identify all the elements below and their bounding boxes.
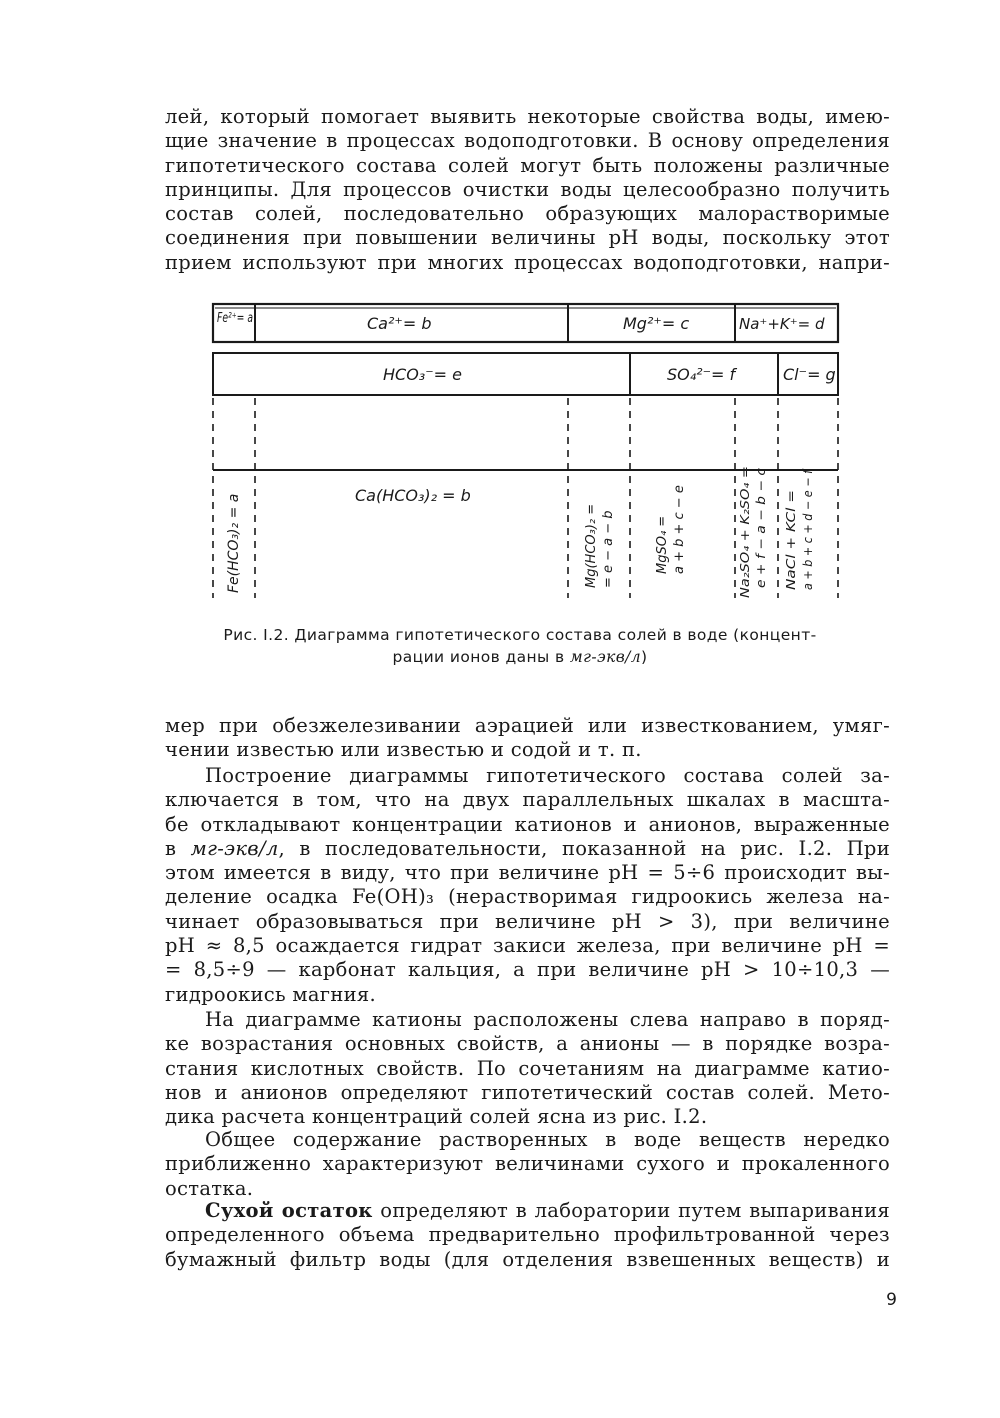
text-line: этом имеется в виду, что при величине pH = 5÷6 происходит вы- xyxy=(165,861,890,885)
cation-ca-label: Ca²⁺= b xyxy=(367,314,432,333)
salt-mgso4-value: a + b + c − e xyxy=(672,485,687,574)
text-line: ключается в том, что на двух параллельных шкалах в масшта- xyxy=(165,788,890,812)
text-line xyxy=(165,1199,890,1223)
caption-line-1: Рис. I.2. Диаграмма гипотетического состава солей в воде (концент- xyxy=(223,626,817,644)
anion-cl-label: Cl⁻= g xyxy=(783,365,836,384)
text-line: соединения при повышении величины pH воды, поскольку этот xyxy=(165,226,890,250)
text-line xyxy=(165,837,890,861)
figure-caption xyxy=(200,624,840,668)
salt-nacl-value: a + b + c + d − e − f xyxy=(801,460,815,590)
paragraph-continuation xyxy=(165,714,890,763)
paragraph-ordering xyxy=(165,1008,890,1129)
salt-mg-hco3-value: = e − a − b xyxy=(601,510,616,588)
paragraph-construction xyxy=(165,764,890,1007)
text-line: стания кислотных свойств. По сочетаниям на диаграмме катио- xyxy=(165,1056,890,1080)
caption-line-2-suffix: ) xyxy=(641,648,648,666)
salt-composition-diagram xyxy=(205,298,845,608)
text-line: pH ≈ 8,5 осаждается гидрат закиси железа, при величине pH = xyxy=(165,934,890,958)
anion-scale xyxy=(213,353,838,395)
salt-mgso4-formula: MgSO₄ = xyxy=(655,515,670,574)
text-line: деление осадка Fe(OH)₃ (нерастворимая гидроокись железа на- xyxy=(165,885,890,909)
text-fragment: определяют в лаборатории путем выпаривания xyxy=(372,1199,891,1222)
salt-fe-hco3-label: Fe(HCO₃)₂ = a xyxy=(226,493,242,593)
text-line: Построение диаграммы гипотетического состава солей за- xyxy=(205,764,890,787)
text-line: определенного объема предварительно профильтрованной через xyxy=(165,1223,890,1247)
text-line: Общее содержание растворенных в воде веществ нередко xyxy=(205,1128,890,1151)
text-fragment: , в последовательности, показанной на рис. I.2. При xyxy=(278,836,890,860)
caption-unit: мг-экв/л xyxy=(569,648,642,666)
text-line: На диаграмме катионы расположены слева направо в поряд- xyxy=(205,1008,890,1031)
cation-fe-label: Fe²⁺= a xyxy=(217,311,254,326)
salt-nacl-formula: NaCl + KCl = xyxy=(784,511,798,590)
text-line: остатка. xyxy=(165,1176,254,1200)
cation-mg-label: Mg²⁺= c xyxy=(623,314,690,333)
text-line: чинает образовываться при величине pH > 3), при величине xyxy=(165,909,890,933)
salt-na2so4-value: e + f − a − b − c xyxy=(754,484,768,588)
paragraph-total-content xyxy=(165,1128,890,1201)
text-line: принципы. Для процессов очистки воды целесообразно получить xyxy=(165,177,890,201)
unit-text: мг-экв/л xyxy=(190,836,279,860)
text-fragment: в xyxy=(165,836,191,860)
cation-na-k-label: Na⁺+K⁺= d xyxy=(739,315,825,333)
salt-mg-hco3-formula: Mg(HCO₃)₂ = xyxy=(584,503,599,588)
text-line: щие значение в процессах водоподготовки. В основу определения xyxy=(165,129,890,153)
anion-hco3-label: HCO₃⁻= e xyxy=(383,365,462,384)
text-line: приближенно характеризуют величинами сухого и прокаленного xyxy=(165,1152,890,1176)
text-line: мер при обезжелезивании аэрацией или известкованием, умяг- xyxy=(165,714,890,737)
text-line: = 8,5÷9 — карбонат кальция, а при величине pH > 10÷10,3 — xyxy=(165,958,890,982)
text-line: бумажный фильтр воды (для отделения взвешенных веществ) и xyxy=(165,1247,890,1271)
paragraph-dry-residue xyxy=(165,1199,890,1272)
salt-ca-hco3-label: Ca(HCO₃)₂ = b xyxy=(355,486,471,505)
paragraph-intro xyxy=(165,105,890,275)
text-line: гидроокись магния. xyxy=(165,982,377,1006)
text-line: лей, который помогает выявить некоторые свойства воды, имею- xyxy=(165,105,890,128)
page-number: 9 xyxy=(886,1290,897,1310)
text-line: чении известью или известью и содой и т. п. xyxy=(165,738,642,762)
text-line: прием используют при многих процессах водоподготовки, напри- xyxy=(165,250,890,274)
text-line: гипотетического состава солей могут быть положены различные xyxy=(165,153,890,177)
anion-so4-label: SO₄²⁻= f xyxy=(667,365,736,384)
text-line: нов и анионов определяют гипотетический состав солей. Мето- xyxy=(165,1080,890,1104)
text-line: дика расчета концентраций солей ясна из рис. I.2. xyxy=(165,1105,708,1129)
text-line: ке возрастания основных свойств, а анионы — в порядке возра- xyxy=(165,1032,890,1056)
salt-na2so4-formula: Na₂SO₄ + K₂SO₄ = xyxy=(738,488,752,598)
text-line: состав солей, последовательно образующих малорастворимые xyxy=(165,202,890,226)
term-dry-residue: Сухой остаток xyxy=(205,1199,373,1222)
text-line: бе откладывают концентрации катионов и анионов, выраженные xyxy=(165,812,890,836)
caption-line-2-prefix: рации ионов даны в xyxy=(392,648,570,666)
